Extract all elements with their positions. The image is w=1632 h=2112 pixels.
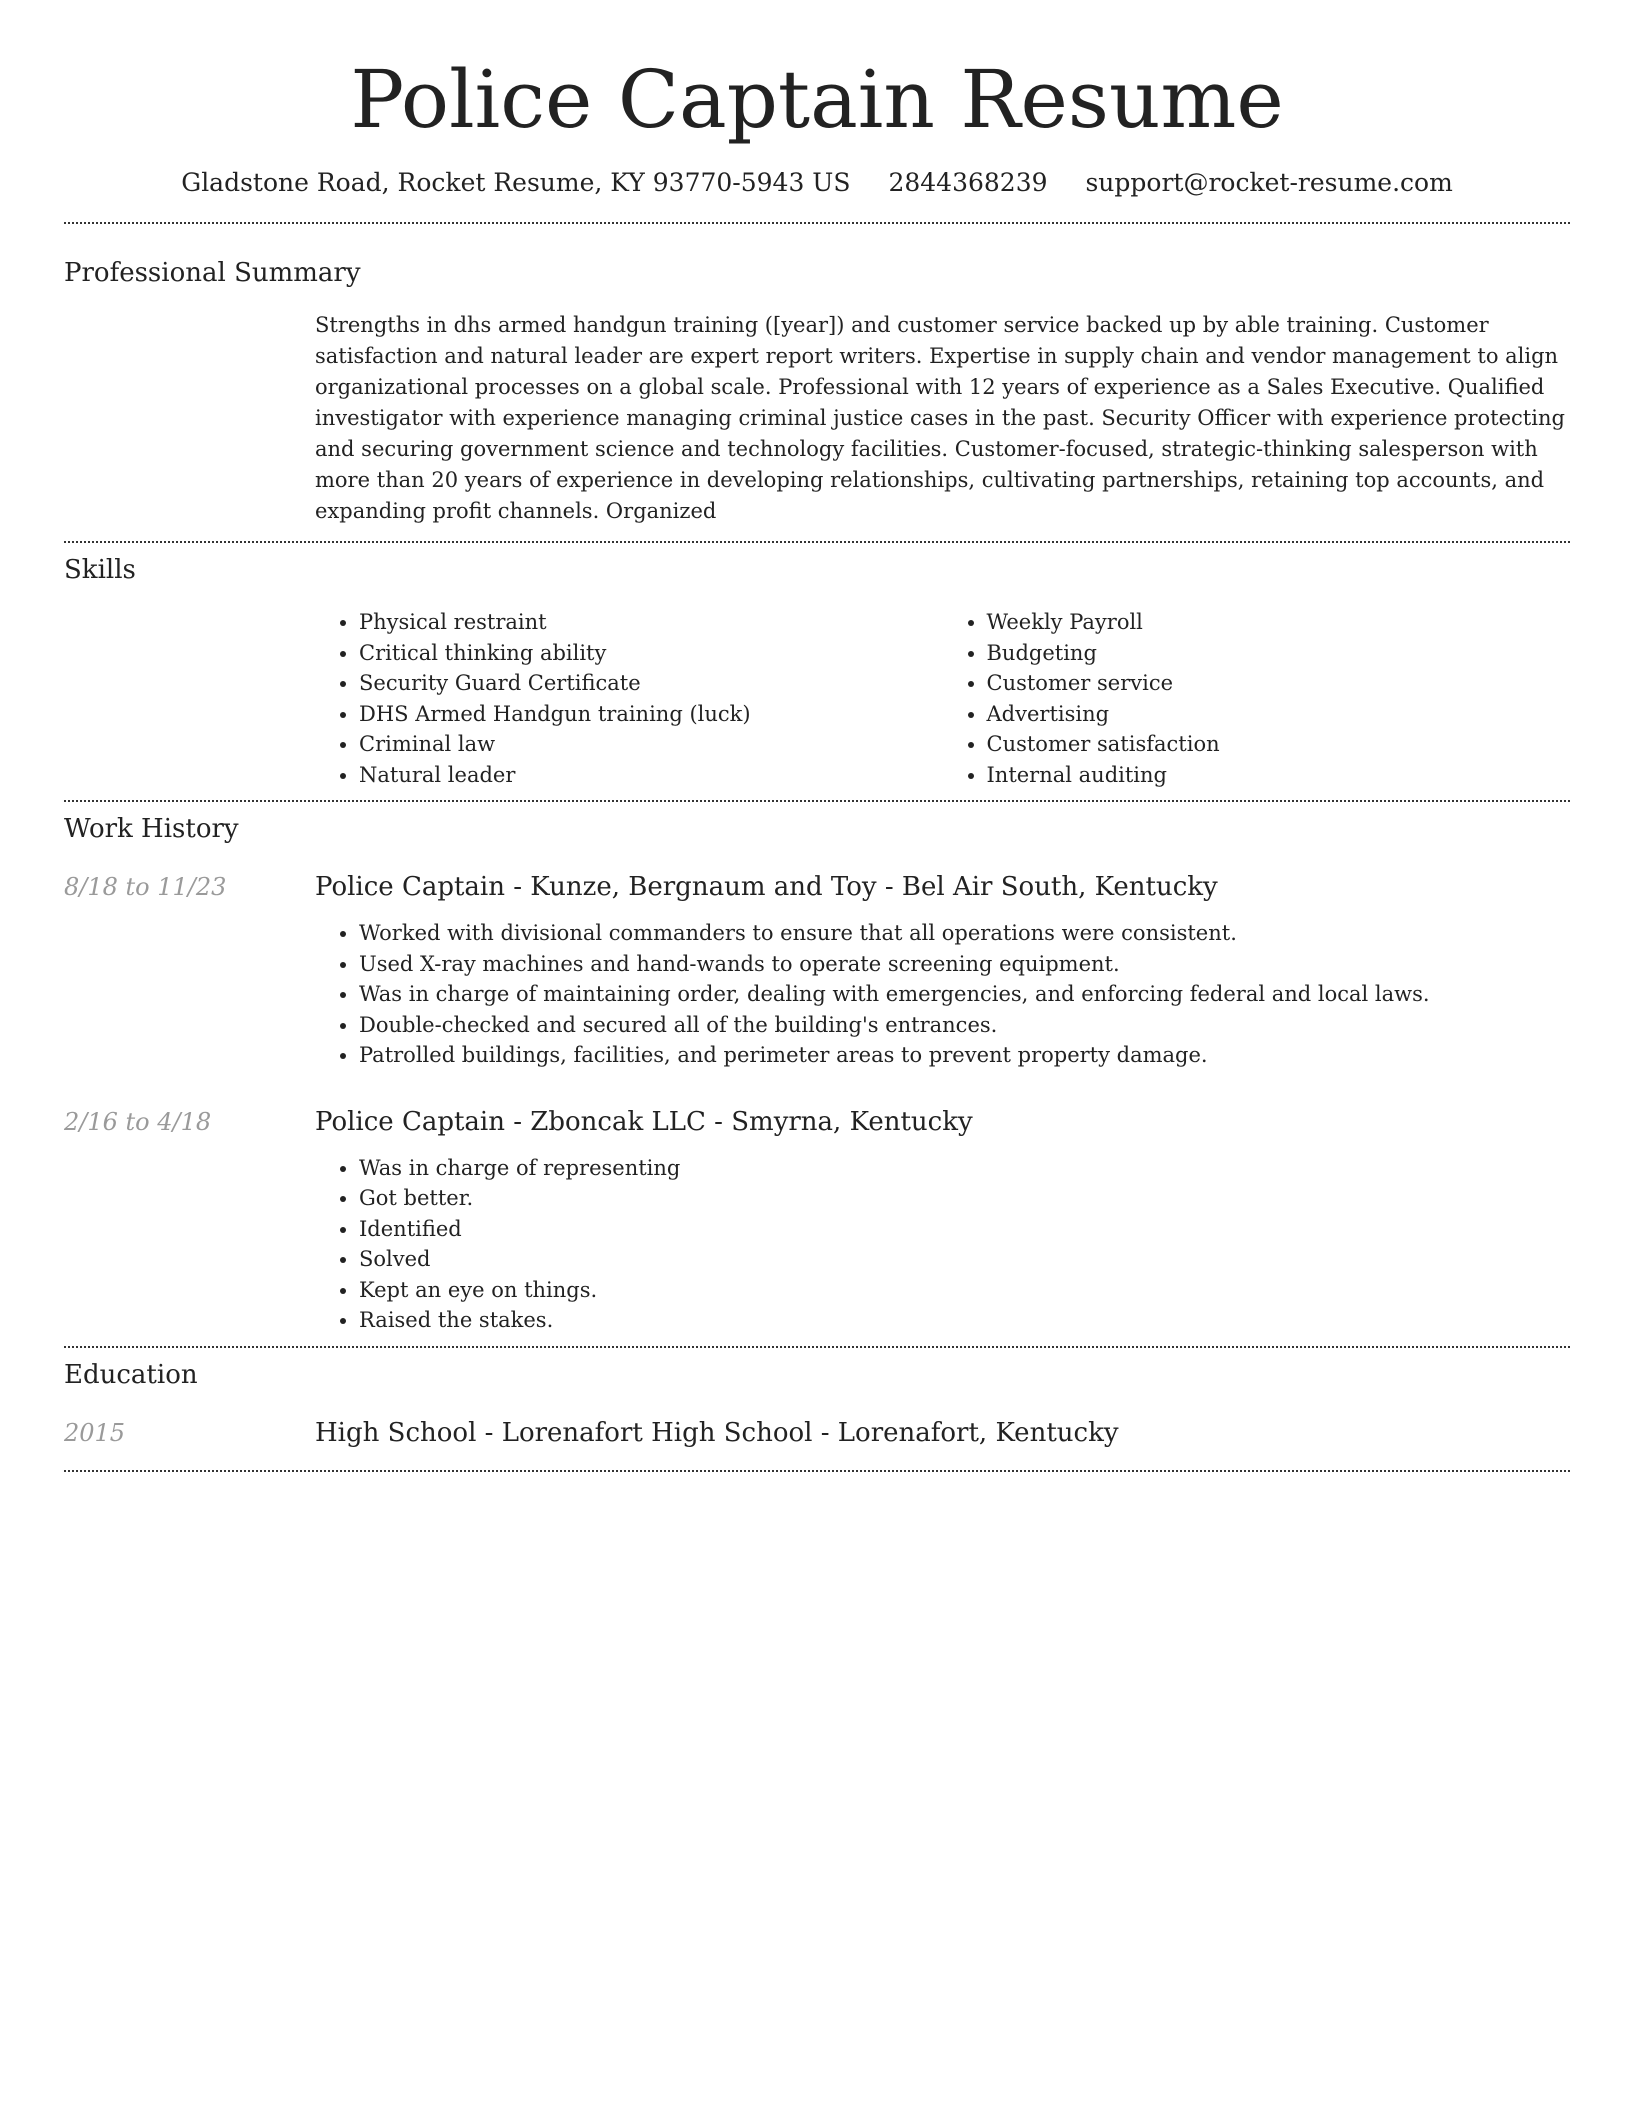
education-year: 2015 xyxy=(64,1418,126,1447)
summary-text: Strengths in dhs armed handgun training ([year]) and customer service backed up by able training. Customer satisfaction and natural leader are expert report writers. Expertise in supply chain and vendor management to align organizational processes on a global scale. Professional with 12 years of experience as a Sales Executive. Qualified investigator with experience managing criminal justice cases in the past. Security Officer with experience protecting and securing government science and technology facilities. Customer-focused, strategic-thinking salesperson with more than 20 years of experience in developing relationships, cultivating partnerships, retaining top accounts, and expanding profit channels. Organized xyxy=(315,313,1565,523)
job-duty: • Got better. xyxy=(359,1183,1570,1214)
skill-item: • Natural leader xyxy=(359,760,943,791)
skill-item: • Internal auditing xyxy=(987,760,1571,791)
section-title-summary: Professional Summary xyxy=(64,258,361,288)
contact-phone: 2844368239 xyxy=(888,168,1048,197)
section-title-skills: Skills xyxy=(64,555,136,585)
skills-section xyxy=(64,543,1570,790)
job-dates: 2/16 to 4/18 xyxy=(64,1107,212,1136)
resume-page xyxy=(64,0,1570,1472)
contact-email: support@rocket-resume.com xyxy=(1085,168,1453,197)
skills-list xyxy=(315,607,1570,790)
job-duty: • Patrolled buildings, facilities, and perimeter areas to prevent property damage. xyxy=(359,1040,1570,1071)
skill-item: • DHS Armed Handgun training (luck) xyxy=(359,699,943,730)
job-entry xyxy=(64,1105,1570,1336)
education-section xyxy=(64,1348,1570,1450)
skill-item: • Budgeting xyxy=(987,638,1571,669)
job-duty: • Solved xyxy=(359,1244,1570,1275)
skill-item: • Weekly Payroll xyxy=(987,607,1571,638)
skill-item: • Critical thinking ability xyxy=(359,638,943,669)
job-dates: 8/18 to 11/23 xyxy=(64,873,227,901)
job-heading: Police Captain - Kunze, Bergnaum and Toy - Bel Air South, Kentucky xyxy=(315,872,1218,902)
skill-item: • Advertising xyxy=(987,699,1571,730)
job-duties xyxy=(315,1153,1570,1336)
summary-section xyxy=(64,224,1570,527)
skill-item: • Security Guard Certificate xyxy=(359,668,943,699)
section-title-work-history: Work History xyxy=(64,814,239,844)
job-duty: • Was in charge of representing xyxy=(359,1153,1570,1184)
education-heading: High School - Lorenafort High School - Lorenafort, Kentucky xyxy=(315,1417,1119,1448)
job-duty: • Was in charge of maintaining order, dealing with emergencies, and enforcing federal and local laws. xyxy=(359,979,1570,1010)
education-entry xyxy=(64,1416,1570,1450)
job-duties xyxy=(315,918,1570,1071)
job-entry xyxy=(64,870,1570,1071)
skill-item: • Customer satisfaction xyxy=(987,729,1571,760)
resume-title: Police Captain Resume xyxy=(350,53,1284,146)
skill-item: • Criminal law xyxy=(359,729,943,760)
contact-line xyxy=(64,166,1570,200)
job-duty: • Kept an eye on things. xyxy=(359,1275,1570,1306)
skill-item: • Customer service xyxy=(987,668,1571,699)
job-duty: • Worked with divisional commanders to ensure that all operations were consistent. xyxy=(359,918,1570,949)
skill-item: • Physical restraint xyxy=(359,607,943,638)
skills-column-left xyxy=(315,607,943,790)
job-duty: • Used X-ray machines and hand-wands to operate screening equipment. xyxy=(359,949,1570,980)
section-title-education: Education xyxy=(64,1359,198,1390)
job-duty: • Identified xyxy=(359,1214,1570,1245)
divider xyxy=(64,1470,1570,1472)
job-duty: • Double-checked and secured all of the building's entrances. xyxy=(359,1010,1570,1041)
job-heading: Police Captain - Zboncak LLC - Smyrna, Kentucky xyxy=(315,1106,973,1137)
contact-address: Gladstone Road, Rocket Resume, KY 93770-5943 US xyxy=(181,168,851,197)
work-history-section xyxy=(64,802,1570,1336)
skills-column-right xyxy=(943,607,1571,790)
job-duty: • Raised the stakes. xyxy=(359,1305,1570,1336)
